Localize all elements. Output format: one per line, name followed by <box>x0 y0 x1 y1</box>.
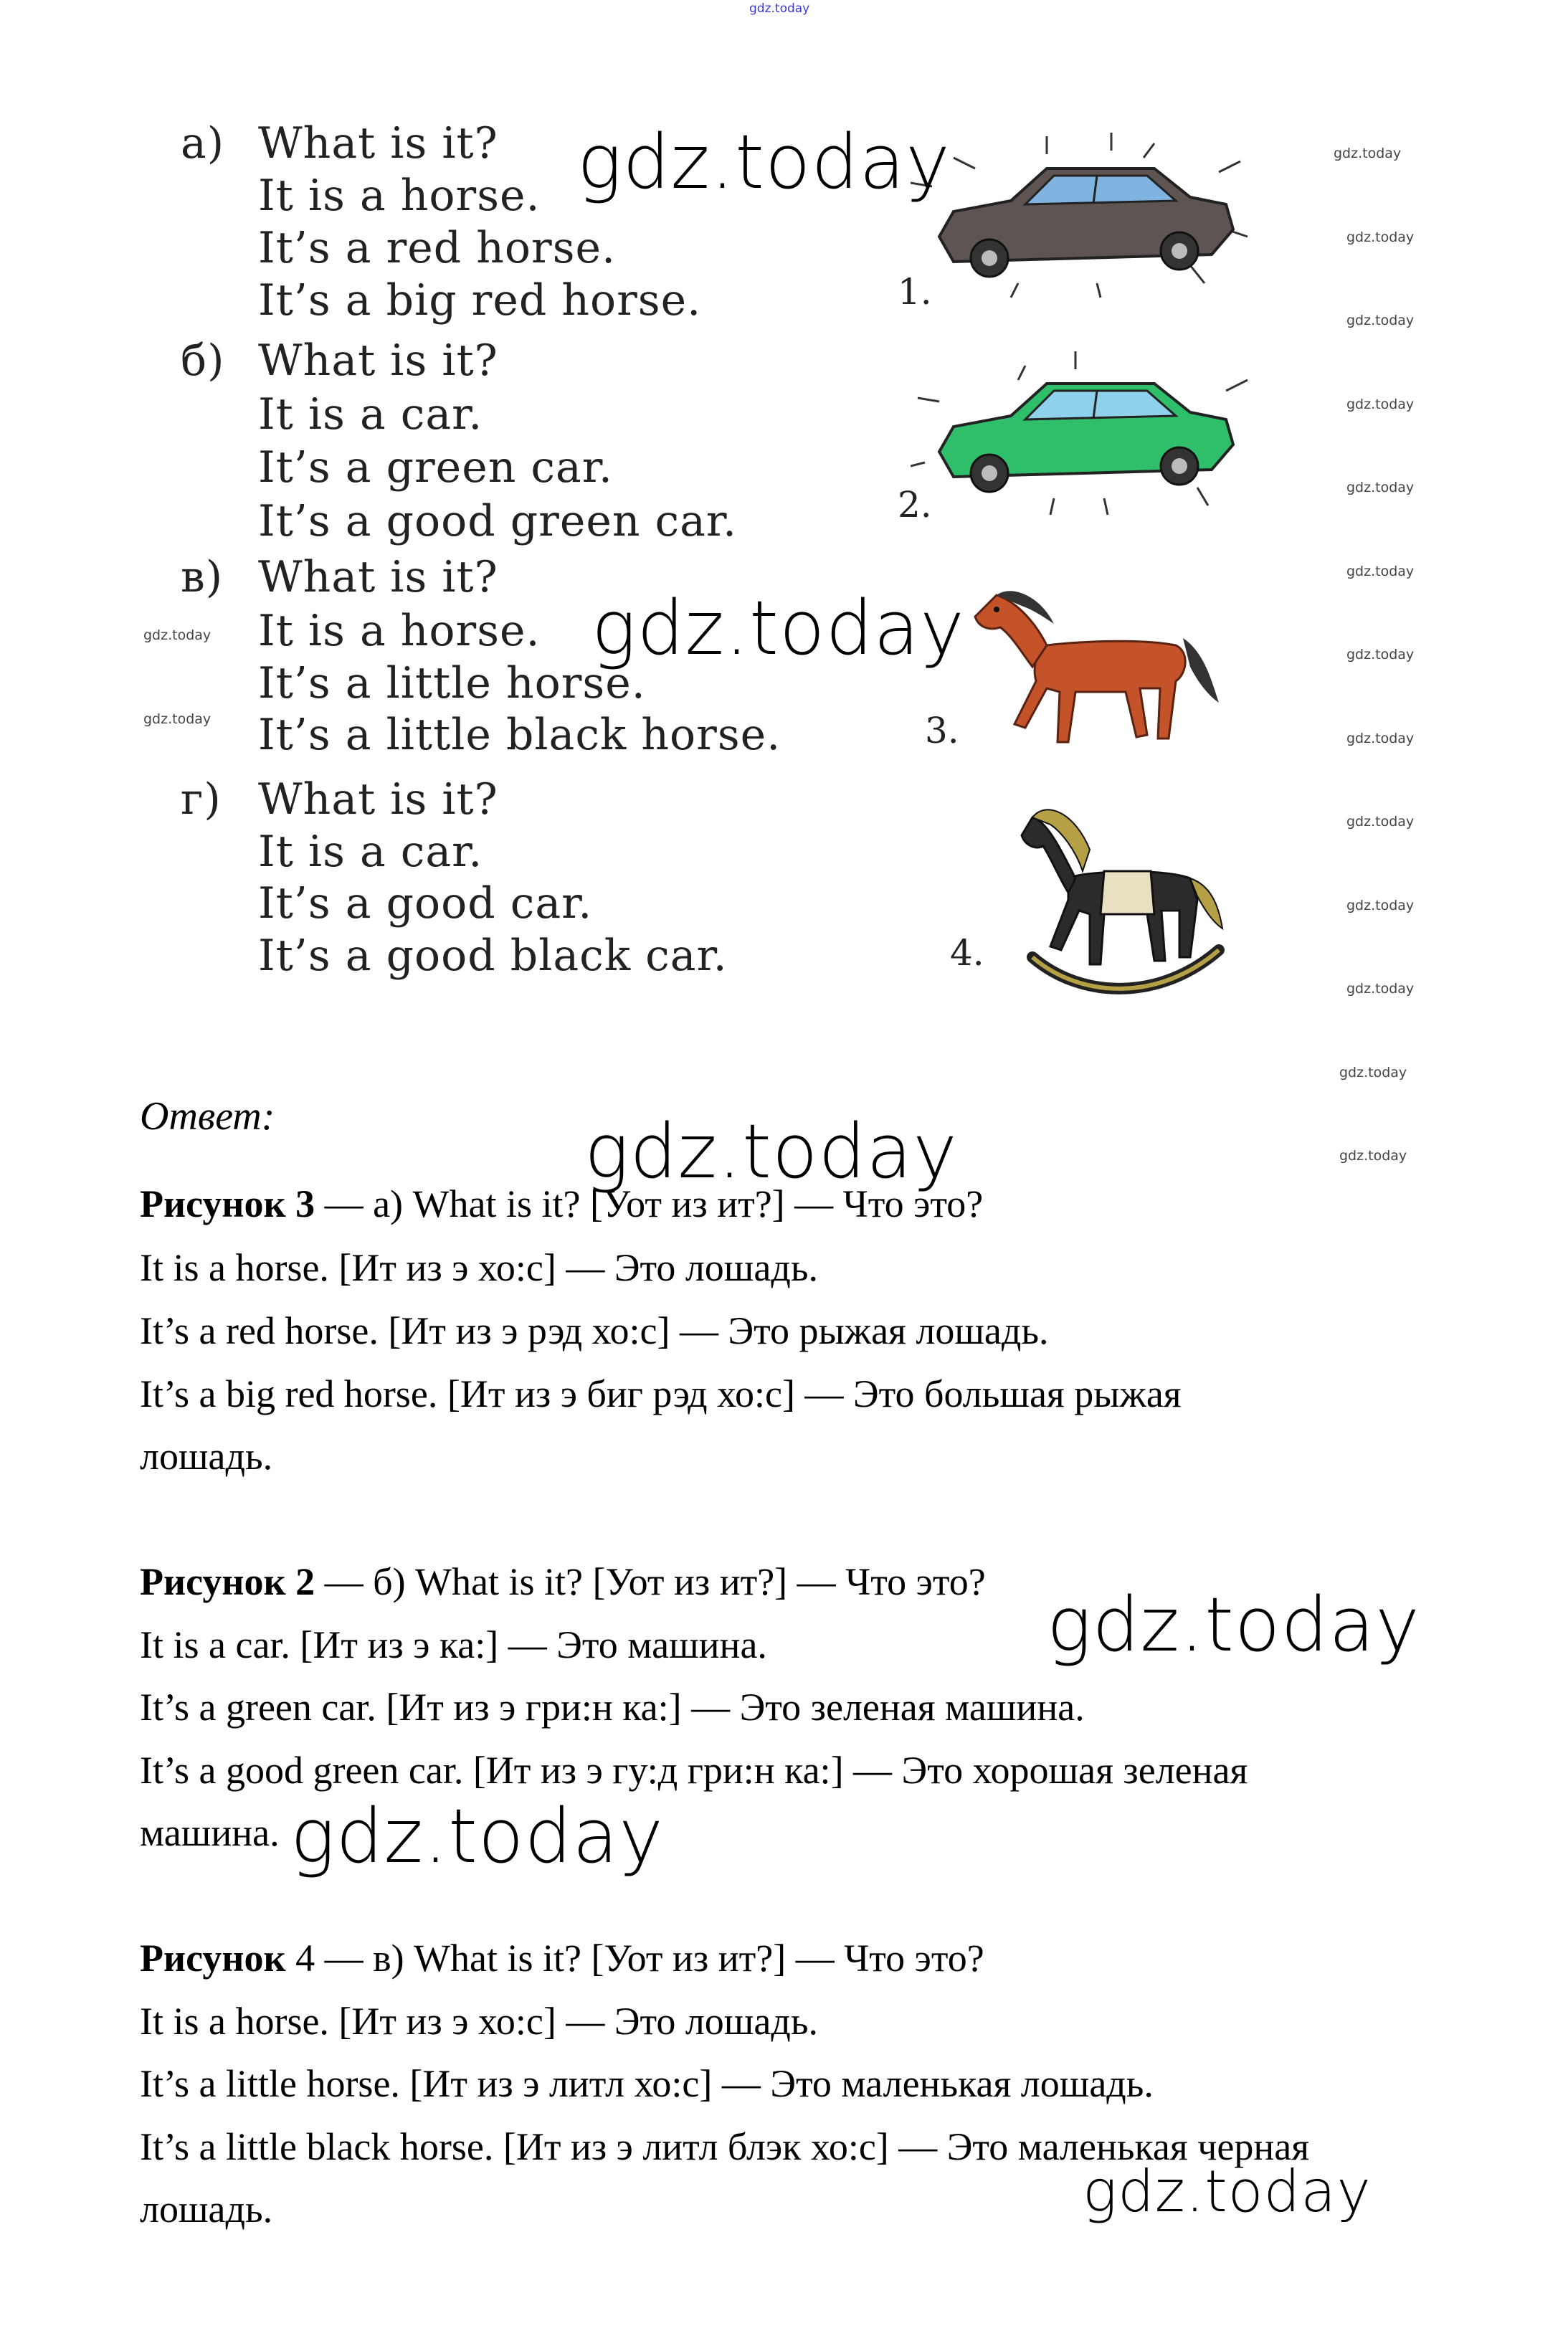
exercise-line: What is it? <box>258 552 498 602</box>
exercise-line: It’s a green car. <box>258 442 613 493</box>
watermark: gdz.today <box>1083 2158 1372 2225</box>
small-watermark: gdz.today <box>143 627 212 643</box>
answer-line: — в) What is it? [Уот из ит?] — Что это? <box>315 1937 984 1980</box>
answer-line: — а) What is it? [Уот из ит?] — Что это? <box>315 1182 984 1225</box>
answer-line: It’s a red horse. [Ит из э рэд хо:с] — Это рыжая лошадь. <box>140 1309 1049 1352</box>
watermark: gdz.today <box>584 1108 958 1195</box>
answer-line: It’s a little black horse. [Ит из э литл блэк хо:с] — Это маленькая черная <box>140 2125 1310 2168</box>
small-watermark: gdz.today <box>1346 313 1415 328</box>
exercise-line: It’s a good car. <box>258 878 593 929</box>
answer-section-2-first-line <box>140 1559 986 1604</box>
figure-title: Рисунок 3 <box>140 1182 315 1225</box>
exercise-line: It is a horse. <box>258 171 541 221</box>
small-watermark: gdz.today <box>143 711 212 727</box>
exercise-line: It’s a good green car. <box>258 496 738 546</box>
answer-line: It’s a green car. [Ит из э гри:н ка:] — Это зеленая машина. <box>140 1686 1085 1729</box>
answer-line: It’s a big red horse. [Ит из э биг рэд хо:с] — Это большая рыжая <box>140 1372 1182 1415</box>
small-watermark: gdz.today <box>1346 480 1415 495</box>
exercise-line: It’s a good black car. <box>258 931 728 981</box>
small-watermark: gdz.today <box>1346 981 1415 997</box>
watermark: gdz.today <box>1047 1581 1420 1668</box>
small-watermark: gdz.today <box>1346 731 1415 746</box>
answer-line: — б) What is it? [Уот из ит?] — Что это? <box>315 1560 986 1603</box>
picture-number-1: 1. <box>898 271 932 313</box>
watermark: gdz.today <box>591 584 965 672</box>
exercise-line: What is it? <box>258 774 498 825</box>
picture-number-3: 3. <box>925 710 959 751</box>
figure-title: Рисунок 2 <box>140 1560 315 1603</box>
picture-number-4: 4. <box>950 932 984 974</box>
watermark: gdz.today <box>290 1792 664 1880</box>
green-car-illustration <box>911 351 1255 516</box>
answer-line: It is a horse. [Ит из э хо:с] — Это лошадь. <box>140 1246 818 1289</box>
answer-line: It is a car. [Ит из э ка:] — Это машина. <box>140 1623 767 1666</box>
exercise-line: It’s a red horse. <box>258 223 617 273</box>
picture-number-2: 2. <box>898 484 932 526</box>
red-horse-illustration <box>968 574 1226 753</box>
answer-line: лошадь. <box>140 1435 273 1478</box>
rocking-horse-illustration <box>1018 792 1226 1000</box>
exercise-line: It is a car. <box>258 389 483 440</box>
small-watermark: gdz.today <box>1339 1148 1407 1164</box>
exercise-label-g: г) <box>181 774 222 825</box>
brown-car-illustration <box>911 129 1255 301</box>
small-watermark: gdz.today <box>1334 146 1402 161</box>
answer-line: It’s a little horse. [Ит из э литл хо:с] — Это маленькая лошадь. <box>140 2062 1154 2105</box>
exercise-label-b: б) <box>181 336 225 386</box>
exercise-line: It is a horse. <box>258 606 541 656</box>
exercise-line: It’s a big red horse. <box>258 275 702 326</box>
exercise-label-a: а) <box>181 118 225 168</box>
small-watermark: gdz.today <box>1346 814 1415 830</box>
exercise-line: It is a car. <box>258 827 483 877</box>
exercise-line: It’s a little horse. <box>258 658 646 708</box>
answer-heading: Ответ: <box>140 1094 275 1139</box>
top-watermark: gdz.today <box>749 1 810 16</box>
small-watermark: gdz.today <box>1346 564 1415 579</box>
exercise-line: It’s a little black horse. <box>258 710 781 760</box>
small-watermark: gdz.today <box>1339 1065 1407 1081</box>
exercise-label-v: в) <box>181 552 224 602</box>
exercise-line: What is it? <box>258 336 498 386</box>
answer-line: It is a horse. [Ит из э хо:с] — Это лошадь. <box>140 2000 818 2043</box>
small-watermark: gdz.today <box>1346 898 1415 913</box>
answer-line: машина. <box>140 1811 280 1854</box>
small-watermark: gdz.today <box>1346 229 1415 245</box>
watermark: gdz.today <box>577 118 951 206</box>
answer-section-3-first-line <box>140 1936 984 1980</box>
answer-line: It’s a good green car. [Ит из э гу:д гри:н ка:] — Это хорошая зеленая <box>140 1749 1248 1792</box>
exercise-line: What is it? <box>258 118 498 168</box>
answer-line: лошадь. <box>140 2188 273 2231</box>
small-watermark: gdz.today <box>1346 647 1415 663</box>
figure-number: 4 <box>285 1937 315 1980</box>
small-watermark: gdz.today <box>1346 397 1415 412</box>
figure-title: Рисунок <box>140 1937 286 1980</box>
